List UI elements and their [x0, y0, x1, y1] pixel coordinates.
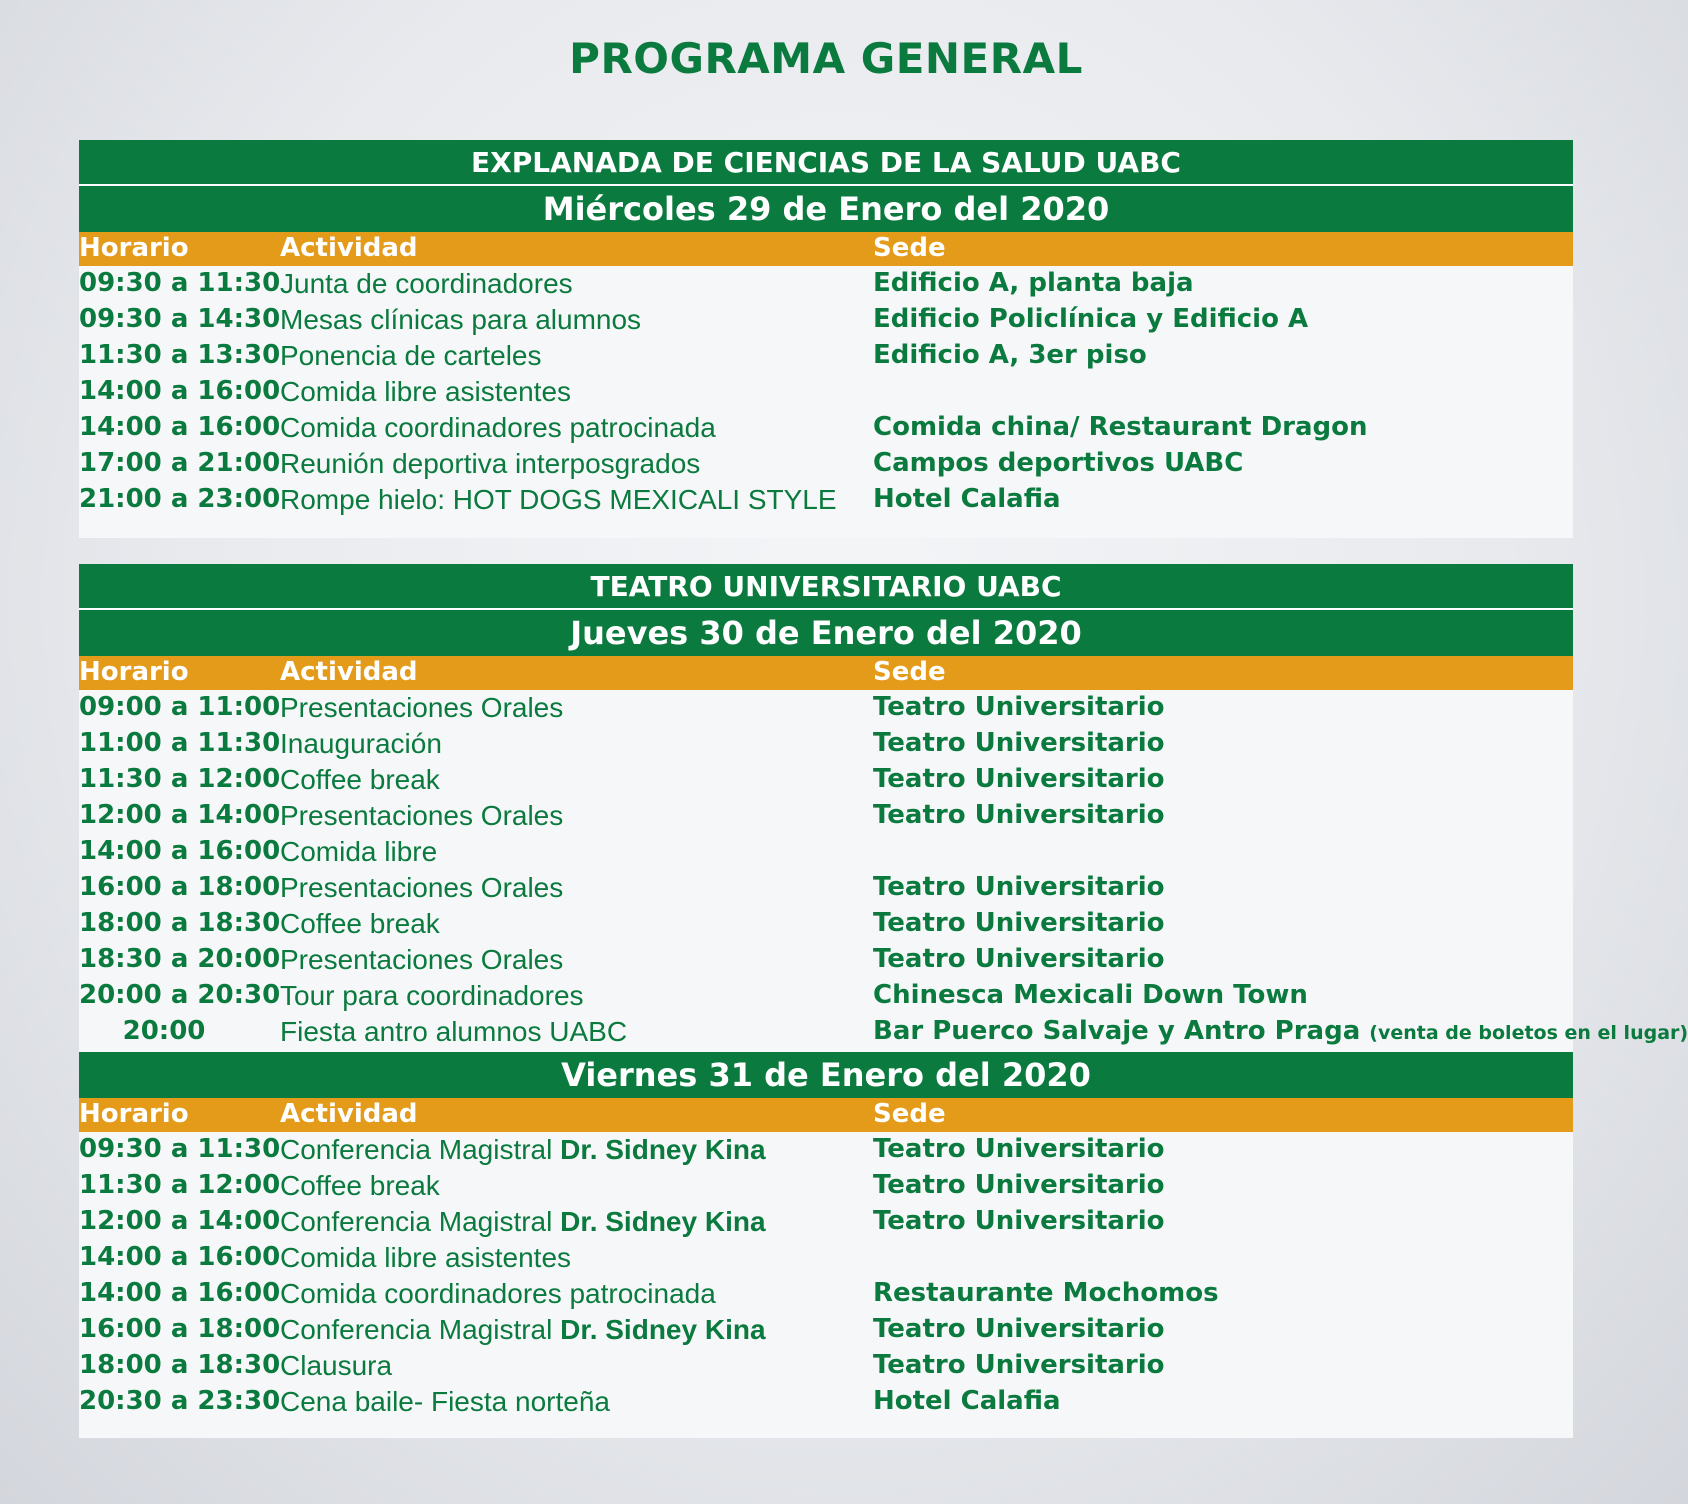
- column-header-actividad: Actividad: [280, 657, 418, 687]
- row-activity: [280, 1016, 627, 1048]
- row-time: 21:00 a 23:00: [79, 484, 281, 514]
- row-place: [873, 1314, 1165, 1344]
- row-activity: [280, 268, 573, 300]
- row-place-text: Teatro Universitario: [873, 908, 1165, 938]
- row-place: [873, 728, 1165, 758]
- row-place-text: Edificio Policlínica y Edificio A: [873, 304, 1309, 334]
- column-header-horario: Horario: [79, 657, 189, 687]
- row-time: 14:00 a 16:00: [79, 1242, 281, 1272]
- page-title: PROGRAMA GENERAL: [569, 34, 1083, 83]
- venue-header: EXPLANADA DE CIENCIAS DE LA SALUD UABC: [79, 140, 1573, 186]
- row-place: [873, 1206, 1165, 1236]
- row-time: 11:30 a 12:00: [79, 1170, 281, 1200]
- row-time: 16:00 a 18:00: [79, 872, 281, 902]
- row-time: 18:30 a 20:00: [79, 944, 281, 974]
- row-time: 09:30 a 11:30: [79, 1134, 281, 1164]
- column-header-sede: Sede: [873, 233, 946, 263]
- row-activity: [280, 980, 584, 1012]
- row-activity-text: Coffee break: [280, 908, 440, 939]
- column-headers: [79, 656, 1573, 690]
- row-activity: [280, 1314, 766, 1346]
- schedule-row: [79, 338, 1573, 374]
- row-activity-text: Fiesta antro alumnos UABC: [280, 1016, 628, 1047]
- schedule-row: [79, 690, 1573, 726]
- row-time: 18:00 a 18:30: [79, 1350, 281, 1380]
- venue-header: TEATRO UNIVERSITARIO UABC: [79, 564, 1573, 610]
- row-activity: [280, 908, 440, 940]
- schedule-card-explanada: [79, 140, 1573, 538]
- row-activity: [280, 484, 837, 516]
- row-activity-text: Reunión deportiva interposgrados: [280, 448, 701, 479]
- row-activity: [280, 340, 542, 372]
- row-activity-text: Clausura: [280, 1350, 393, 1381]
- row-place: [873, 484, 1061, 514]
- row-time: 14:00 a 16:00: [79, 1278, 281, 1308]
- row-place-text: Teatro Universitario: [873, 1206, 1165, 1236]
- row-time: 12:00 a 14:00: [79, 800, 281, 830]
- schedule-row: [79, 798, 1573, 834]
- row-place-text: Teatro Universitario: [873, 800, 1165, 830]
- schedule-row: [79, 870, 1573, 906]
- row-activity-speaker: Dr. Sidney Kina: [560, 1314, 766, 1345]
- schedule-row: [79, 1168, 1573, 1204]
- row-activity: [280, 728, 442, 760]
- row-place-text: Hotel Calafia: [873, 1386, 1061, 1416]
- row-activity-text: Comida coordinadores patrocinada: [280, 1278, 716, 1309]
- row-place-text: Teatro Universitario: [873, 872, 1165, 902]
- schedule-row: [79, 978, 1573, 1014]
- row-activity-text: Presentaciones Orales: [280, 872, 564, 903]
- schedule-rows: [79, 266, 1573, 518]
- row-place-text: Teatro Universitario: [873, 1134, 1165, 1164]
- schedule-row: [79, 726, 1573, 762]
- row-activity-text: Conferencia Magistral: [280, 1314, 553, 1345]
- row-place: [873, 980, 1308, 1010]
- row-activity: [280, 448, 700, 480]
- schedule-rows: [79, 1132, 1573, 1420]
- row-activity-text: Mesas clínicas para alumnos: [280, 304, 642, 335]
- column-header-actividad: Actividad: [280, 233, 418, 263]
- schedule-row: [79, 906, 1573, 942]
- row-place: [873, 268, 1194, 298]
- row-time: 17:00 a 21:00: [79, 448, 281, 478]
- row-place-text: Edificio A, 3er piso: [873, 340, 1147, 370]
- row-time: 09:30 a 14:30: [79, 304, 281, 334]
- column-header-horario: Horario: [79, 1099, 189, 1129]
- row-activity: [280, 836, 437, 868]
- row-place-text: Campos deportivos UABC: [873, 448, 1244, 478]
- row-place: [873, 944, 1165, 974]
- row-activity: [280, 1278, 716, 1310]
- row-activity: [280, 1350, 392, 1382]
- schedule-row: [79, 266, 1573, 302]
- row-time: 09:00 a 11:00: [79, 692, 281, 722]
- row-place: [873, 1170, 1165, 1200]
- row-activity-text: Rompe hielo: HOT DOGS MEXICALI STYLE: [280, 484, 837, 515]
- row-activity-text: Tour para coordinadores: [280, 980, 584, 1011]
- row-time: 20:00: [122, 1016, 206, 1046]
- schedule-row: [79, 302, 1573, 338]
- schedule-row: [79, 1312, 1573, 1348]
- row-time: 14:00 a 16:00: [79, 836, 281, 866]
- row-activity-text: Presentaciones Orales: [280, 800, 564, 831]
- row-activity: [280, 764, 440, 796]
- row-place: [873, 448, 1243, 478]
- day-header: Miércoles 29 de Enero del 2020: [79, 186, 1573, 232]
- row-time: 14:00 a 16:00: [79, 412, 281, 442]
- row-activity-text: Presentaciones Orales: [280, 692, 564, 723]
- row-time: 11:30 a 12:00: [79, 764, 281, 794]
- row-time: 18:00 a 18:30: [79, 908, 281, 938]
- row-time: 11:30 a 13:30: [79, 340, 281, 370]
- row-activity: [280, 872, 563, 904]
- row-place-text: Teatro Universitario: [873, 1350, 1165, 1380]
- row-activity: [280, 1170, 440, 1202]
- row-activity-text: Comida libre asistentes: [280, 376, 572, 407]
- row-activity-speaker: Dr. Sidney Kina: [560, 1206, 766, 1237]
- row-time: 16:00 a 18:00: [79, 1314, 281, 1344]
- row-place: [873, 1386, 1061, 1416]
- schedule-card-teatro: [79, 564, 1688, 1438]
- row-place: [873, 1350, 1165, 1380]
- row-activity-speaker: Dr. Sidney Kina: [560, 1134, 766, 1165]
- schedule-row: [79, 410, 1573, 446]
- row-place: [873, 340, 1147, 370]
- schedule-row: [79, 1132, 1573, 1168]
- row-place-text: Teatro Universitario: [873, 764, 1165, 794]
- schedule-row: [79, 482, 1573, 518]
- row-place-text: Teatro Universitario: [873, 1314, 1165, 1344]
- row-place-text: Teatro Universitario: [873, 728, 1165, 758]
- schedule-row: [79, 1204, 1573, 1240]
- row-activity: [280, 1134, 766, 1166]
- row-place-text: Teatro Universitario: [873, 1170, 1165, 1200]
- row-time: 12:00 a 14:00: [79, 1206, 281, 1236]
- column-header-horario: Horario: [79, 233, 189, 263]
- row-place-text: Restaurante Mochomos: [873, 1278, 1219, 1308]
- row-activity-text: Conferencia Magistral: [280, 1134, 553, 1165]
- row-activity: [280, 692, 563, 724]
- schedule-row: [79, 1014, 1688, 1050]
- row-activity: [280, 1206, 766, 1238]
- column-headers: [79, 232, 1573, 266]
- row-activity-text: Conferencia Magistral: [280, 1206, 553, 1237]
- row-place: [873, 908, 1165, 938]
- row-activity-text: Junta de coordinadores: [280, 268, 573, 299]
- row-time: 20:00 a 20:30: [79, 980, 281, 1010]
- row-place-text: Bar Puerco Salvaje y Antro Praga: [873, 1016, 1361, 1046]
- row-time: 11:00 a 11:30: [79, 728, 281, 758]
- row-place-text: Edificio A, planta baja: [873, 268, 1194, 298]
- row-place-text: Hotel Calafia: [873, 484, 1061, 514]
- schedule-row: [79, 1240, 1573, 1276]
- row-activity-text: Inauguración: [280, 728, 442, 759]
- day-header: Viernes 31 de Enero del 2020: [79, 1052, 1573, 1098]
- row-activity-text: Comida libre: [280, 836, 438, 867]
- row-place: [873, 1134, 1165, 1164]
- row-activity-text: Coffee break: [280, 1170, 440, 1201]
- row-activity-text: Ponencia de carteles: [280, 340, 542, 371]
- row-activity: [280, 1242, 571, 1274]
- row-place: [873, 692, 1165, 722]
- row-place-note: (venta de boletos en el lugar): [1369, 1022, 1688, 1044]
- row-activity-text: Comida libre asistentes: [280, 1242, 572, 1273]
- row-activity: [280, 376, 571, 408]
- column-header-sede: Sede: [873, 1099, 946, 1129]
- schedule-rows: [79, 690, 1688, 1050]
- column-header-sede: Sede: [873, 657, 946, 687]
- row-place: [873, 1016, 1688, 1046]
- row-place: [873, 872, 1165, 902]
- column-header-actividad: Actividad: [280, 1099, 418, 1129]
- schedule-row: [79, 446, 1573, 482]
- row-activity: [280, 1386, 610, 1418]
- row-time: 20:30 a 23:30: [79, 1386, 281, 1416]
- schedule-row: [79, 1276, 1573, 1312]
- row-place-text: Chinesca Mexicali Down Town: [873, 980, 1308, 1010]
- schedule-row: [79, 762, 1573, 798]
- day-header: Jueves 30 de Enero del 2020: [79, 610, 1573, 656]
- row-activity: [280, 304, 641, 336]
- row-activity-text: Coffee break: [280, 764, 440, 795]
- row-place-text: Teatro Universitario: [873, 944, 1165, 974]
- row-place-text: Comida china/ Restaurant Dragon: [873, 412, 1368, 442]
- row-place: [873, 304, 1308, 334]
- schedule-row: [79, 942, 1573, 978]
- row-place: [873, 1278, 1219, 1308]
- row-place: [873, 764, 1165, 794]
- row-time: 14:00 a 16:00: [79, 376, 281, 406]
- row-activity: [280, 800, 563, 832]
- schedule-row: [79, 374, 1573, 410]
- row-activity: [280, 412, 716, 444]
- schedule-row: [79, 1348, 1573, 1384]
- row-activity-text: Comida coordinadores patrocinada: [280, 412, 716, 443]
- row-place: [873, 412, 1368, 442]
- row-time: 09:30 a 11:30: [79, 268, 281, 298]
- row-place: [873, 800, 1165, 830]
- schedule-row: [79, 834, 1573, 870]
- column-headers: [79, 1098, 1573, 1132]
- row-activity-text: Presentaciones Orales: [280, 944, 564, 975]
- row-activity-text: Cena baile- Fiesta norteña: [280, 1386, 610, 1417]
- schedule-row: [79, 1384, 1573, 1420]
- row-activity: [280, 944, 563, 976]
- row-place-text: Teatro Universitario: [873, 692, 1165, 722]
